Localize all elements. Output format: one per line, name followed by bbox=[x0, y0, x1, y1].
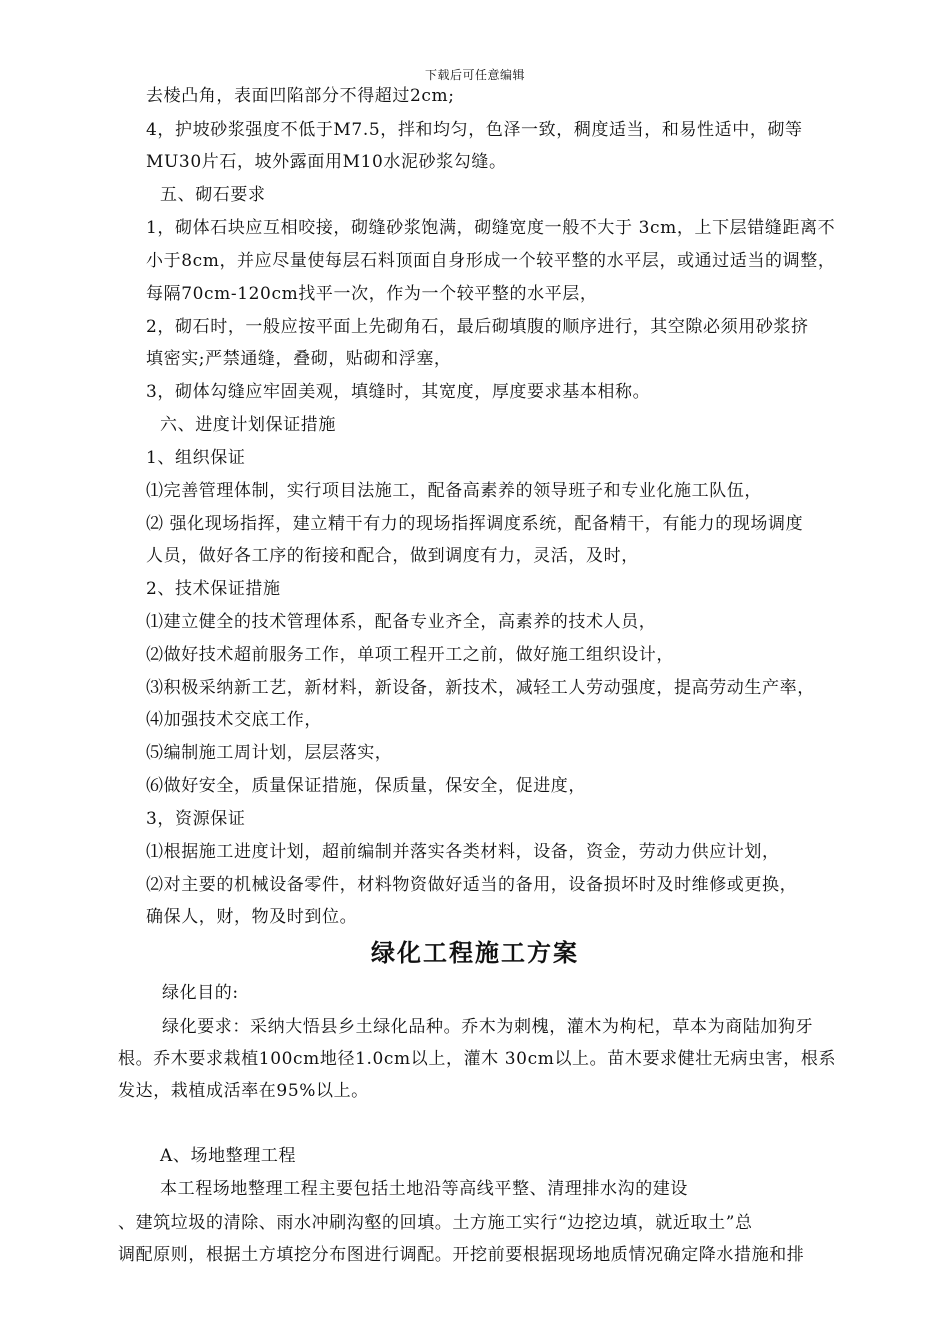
text-line: 去棱凸角，表面凹陷部分不得超过2cm; bbox=[146, 86, 455, 106]
text-line: 本工程场地整理工程主要包括土地沿等高线平整、清理排水沟的建设 bbox=[160, 1179, 688, 1199]
text-line: 调配原则，根据土方填挖分布图进行调配。开挖前要根据现场地质情况确定降水措施和排 bbox=[118, 1245, 805, 1265]
text-line: ⑵做好技术超前服务工作，单项工程开工之前，做好施工组织设计， bbox=[146, 645, 674, 665]
text-line: 每隔70cm-120cm找平一次，作为一个较平整的水平层， bbox=[146, 284, 598, 304]
text-line: 3，砌体勾缝应牢固美观，填缝时，其宽度，厚度要求基本相称。 bbox=[146, 382, 651, 402]
text-line: 填密实;严禁通缝，叠砌，贴砌和浮塞， bbox=[146, 349, 452, 369]
text-line: ⑶积极采纳新工艺，新材料，新设备，新技术，减轻工人劳动强度，提高劳动生产率， bbox=[146, 678, 815, 698]
text-line: MU30片石，坡外露面用M10水泥砂浆勾缝。 bbox=[146, 152, 507, 172]
text-line: ⑵对主要的机械设备零件，材料物资做好适当的备用，设备损坏时及时维修或更换， bbox=[146, 875, 798, 895]
text-line: 发达，栽植成活率在95%以上。 bbox=[118, 1081, 369, 1101]
text-line: ⑴建立健全的技术管理体系，配备专业齐全，高素养的技术人员， bbox=[146, 612, 657, 632]
text-line: ⑵ 强化现场指挥，建立精干有力的现场指挥调度系统，配备精干，有能力的现场调度 bbox=[146, 514, 804, 534]
text-line: 3，资源保证 bbox=[146, 809, 246, 829]
text-line: ⑷加强技术交底工作， bbox=[146, 710, 322, 730]
text-line: ⑸编制施工周计划，层层落实， bbox=[146, 743, 393, 763]
text-line: 绿化要求：采纳大悟县乡土绿化品种。乔木为刺槐，灌木为枸杞，草本为商陆加狗牙 bbox=[162, 1017, 814, 1037]
text-line: 1、组织保证 bbox=[146, 448, 246, 468]
text-line: 2、技术保证措施 bbox=[146, 579, 281, 599]
text-line: 1，砌体石块应互相咬接，砌缝砂浆饱满，砌缝宽度一般不大于 3cm，上下层错缝距离不 bbox=[146, 218, 836, 238]
text-line: 绿化目的: bbox=[162, 983, 239, 1003]
text-line: ⑴根据施工进度计划，超前编制并落实各类材料，设备，资金，劳动力供应计划， bbox=[146, 842, 780, 862]
text-line: 人员，做好各工序的衔接和配合，做到调度有力，灵活，及时， bbox=[146, 546, 639, 566]
page-header: 下载后可任意编辑 bbox=[424, 68, 525, 82]
section-title: 绿化工程施工方案 bbox=[371, 939, 579, 967]
text-line: 确保人，财，物及时到位。 bbox=[146, 907, 358, 927]
section-heading: A、场地整理工程 bbox=[160, 1146, 297, 1166]
section-heading: 六、进度计划保证措施 bbox=[160, 415, 336, 435]
text-line: 小于8cm，并应尽量使每层石料顶面自身形成一个较平整的水平层，或通过适当的调整， bbox=[146, 251, 836, 271]
text-line: 根。乔木要求栽植100cm地径1.0cm以上，灌木 30cm以上。苗木要求健壮无病虫害，根系 bbox=[118, 1049, 837, 1069]
text-line: 4，护坡砂浆强度不低于M7.5，拌和均匀，色泽一致，稠度适当，和易性适中，砌等 bbox=[146, 120, 803, 140]
text-line: ⑴完善管理体制，实行项目法施工，配备高素养的领导班子和专业化施工队伍， bbox=[146, 481, 762, 501]
text-line: 2，砌石时，一般应按平面上先砌角石，最后砌填腹的顺序进行，其空隙必须用砂浆挤 bbox=[146, 317, 809, 337]
text-line: ⑹做好安全，质量保证措施，保质量，保安全，促进度， bbox=[146, 776, 586, 796]
text-line: 、建筑垃圾的清除、雨水冲刷沟壑的回填。土方施工实行“边挖边填，就近取土”总 bbox=[118, 1213, 753, 1233]
section-heading: 五、砌石要求 bbox=[160, 185, 266, 205]
